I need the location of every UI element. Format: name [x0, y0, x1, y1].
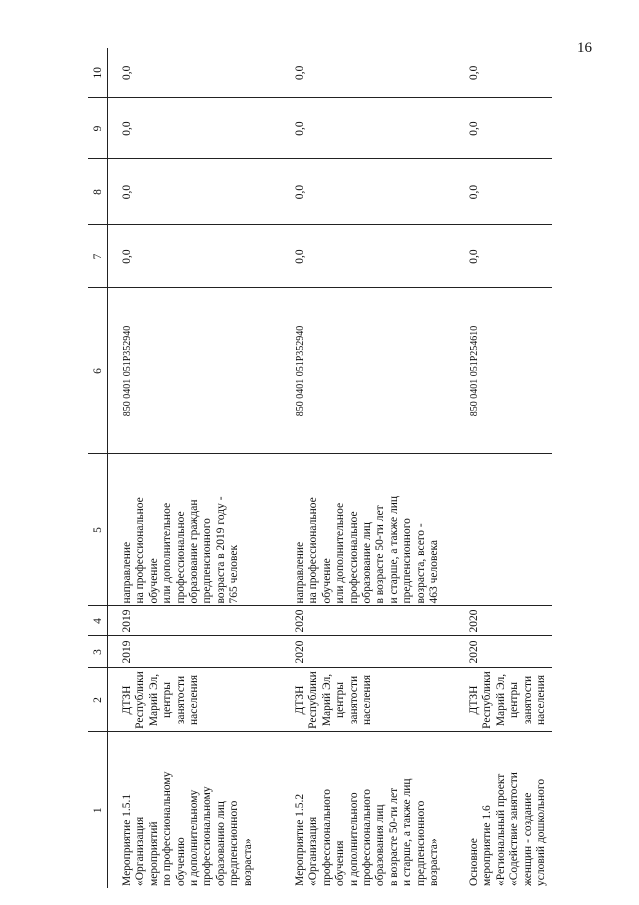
column-header: 4: [88, 606, 108, 636]
value-col9: 0,0: [452, 98, 552, 159]
value-col7: 0,0: [278, 225, 452, 288]
column-header: 6: [88, 288, 108, 454]
table-row: [278, 48, 452, 888]
value-col8: 0,0: [452, 159, 552, 225]
column-header: 2: [88, 668, 108, 732]
column-header: 9: [88, 98, 108, 159]
header-row: [88, 48, 108, 888]
rotated-table-container: [88, 48, 548, 888]
column-header: 1: [88, 732, 108, 888]
value-col9: 0,0: [278, 98, 452, 159]
column-header: 8: [88, 159, 108, 225]
expected-result: [452, 454, 552, 606]
column-header: 5: [88, 454, 108, 606]
executor: ДТЗН Республики Марий Эл, центры занятости населения: [278, 668, 452, 732]
page-number: 16: [577, 40, 592, 56]
expected-result: направление на профессиональное обучение или дополнительное профессиональное образование граждан предпенсионного возраста в 2019 году - 765 человек: [108, 454, 279, 606]
start-year: 2020: [278, 636, 452, 668]
column-header: 10: [88, 48, 108, 98]
end-year: 2020: [278, 606, 452, 636]
budget-code: 850 0401 051Р352940: [278, 288, 452, 454]
end-year: 2019: [108, 606, 279, 636]
value-col9: 0,0: [108, 98, 279, 159]
column-header: 7: [88, 225, 108, 288]
expected-result: направление на профессиональное обучение или дополнительное профессиональное образование лиц в возрасте 50-ти лет и старше, а также лиц предпенсионного возраста, всего - 463 человека: [278, 454, 452, 606]
value-col8: 0,0: [278, 159, 452, 225]
value-col10: 0,0: [278, 48, 452, 98]
value-col7: 0,0: [108, 225, 279, 288]
start-year: 2020: [452, 636, 552, 668]
end-year: 2020: [452, 606, 552, 636]
budget-code: 850 0401 051Р254610: [452, 288, 552, 454]
program-measures-table: [88, 48, 552, 888]
column-header: 3: [88, 636, 108, 668]
table-row: [108, 48, 279, 888]
measure-name: Мероприятие 1.5.1 «Организация мероприятий по профессиональному обучению и дополнительному профессиональному образованию лиц предпенсионного возраста»: [121, 771, 254, 886]
executor: ДТЗН Республики Марий Эл, центры занятости населения: [108, 668, 279, 732]
value-col8: 0,0: [108, 159, 279, 225]
value-col10: 0,0: [452, 48, 552, 98]
executor: ДТЗН Республики Марий Эл, центры занятости населения: [452, 668, 552, 732]
start-year: 2019: [108, 636, 279, 668]
measure-name: Основное мероприятие 1.6 «Региональный проект «Содействие занятости женщин - создание условий дошкольного: [468, 772, 548, 886]
value-col10: 0,0: [108, 48, 279, 98]
measure-name: Мероприятие 1.5.2 «Организация профессионального обучения и дополнительного профессионального образования лиц в возрасте 50-ти лет и старше, а также лиц предпенсионного возраста»: [294, 778, 441, 886]
table-row: [452, 48, 552, 888]
value-col7: 0,0: [452, 225, 552, 288]
budget-code: 850 0401 051Р352940: [108, 288, 279, 454]
